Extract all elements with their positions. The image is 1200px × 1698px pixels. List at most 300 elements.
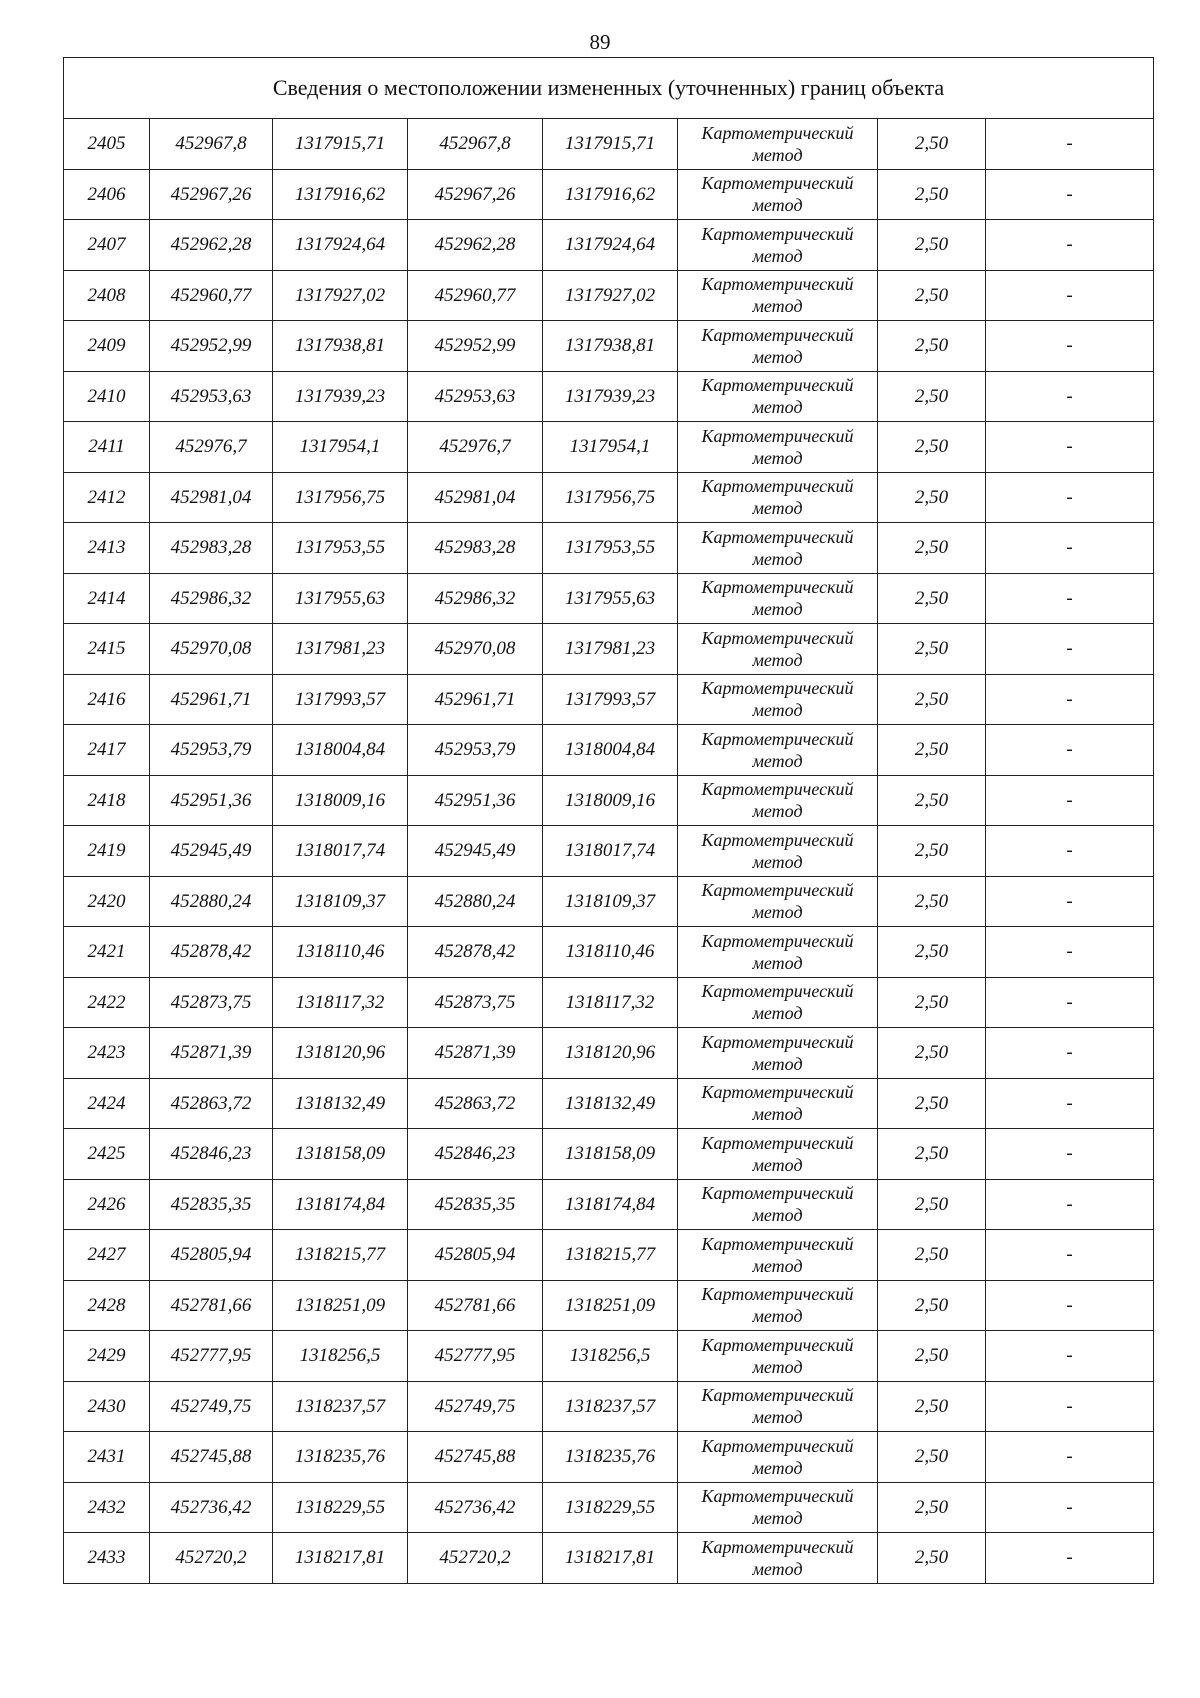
existing-y-cell: 1318132,49 [273, 1078, 408, 1129]
note-cell: - [986, 1230, 1154, 1281]
table-row [64, 1129, 1154, 1180]
note-cell: - [986, 169, 1154, 220]
method-line-2: метод [752, 1053, 803, 1074]
table-row [64, 725, 1154, 776]
refined-y-cell: 1317939,23 [543, 371, 678, 422]
existing-y-cell: 1318158,09 [273, 1129, 408, 1180]
existing-y-cell: 1317953,55 [273, 523, 408, 574]
method-line-2: метод [752, 498, 803, 519]
note-cell: - [986, 775, 1154, 826]
table-row [64, 422, 1154, 473]
existing-y-cell: 1317955,63 [273, 573, 408, 624]
method-cell [678, 1028, 878, 1079]
refined-y-cell: 1317981,23 [543, 624, 678, 675]
table-row [64, 1381, 1154, 1432]
refined-x-cell: 452878,42 [408, 927, 543, 978]
method-cell [678, 1432, 878, 1483]
method-line-2: метод [752, 1255, 803, 1276]
refined-x-cell: 452863,72 [408, 1078, 543, 1129]
method-line-2: метод [752, 1407, 803, 1428]
accuracy-cell: 2,50 [878, 573, 986, 624]
existing-x-cell: 452777,95 [150, 1331, 273, 1382]
existing-y-cell: 1317916,62 [273, 169, 408, 220]
accuracy-cell: 2,50 [878, 1129, 986, 1180]
method-cell [678, 1230, 878, 1281]
point-number-cell: 2430 [64, 1381, 150, 1432]
note-cell: - [986, 422, 1154, 473]
existing-x-cell: 452720,2 [150, 1533, 273, 1584]
note-cell: - [986, 927, 1154, 978]
method-line-1: Картометрический [701, 1082, 854, 1103]
method-line-2: метод [752, 700, 803, 721]
refined-y-cell: 1318110,46 [543, 927, 678, 978]
method-cell [678, 523, 878, 574]
refined-y-cell: 1317955,63 [543, 573, 678, 624]
refined-y-cell: 1317927,02 [543, 270, 678, 321]
refined-x-cell: 452986,32 [408, 573, 543, 624]
point-number-cell: 2419 [64, 826, 150, 877]
refined-y-cell: 1317938,81 [543, 321, 678, 372]
existing-x-cell: 452880,24 [150, 876, 273, 927]
table-row [64, 169, 1154, 220]
accuracy-cell: 2,50 [878, 270, 986, 321]
note-cell: - [986, 119, 1154, 170]
accuracy-cell: 2,50 [878, 1280, 986, 1331]
note-cell: - [986, 977, 1154, 1028]
point-number-cell: 2422 [64, 977, 150, 1028]
accuracy-cell: 2,50 [878, 674, 986, 725]
refined-x-cell: 452967,26 [408, 169, 543, 220]
existing-y-cell: 1317956,75 [273, 472, 408, 523]
accuracy-cell: 2,50 [878, 169, 986, 220]
note-cell: - [986, 321, 1154, 372]
method-line-2: метод [752, 144, 803, 165]
accuracy-cell: 2,50 [878, 523, 986, 574]
table-row [64, 371, 1154, 422]
existing-x-cell: 452745,88 [150, 1432, 273, 1483]
accuracy-cell: 2,50 [878, 977, 986, 1028]
method-cell [678, 321, 878, 372]
method-line-1: Картометрический [701, 1031, 854, 1052]
accuracy-cell: 2,50 [878, 371, 986, 422]
method-cell [678, 674, 878, 725]
accuracy-cell: 2,50 [878, 1078, 986, 1129]
page-number: 89 [589, 30, 611, 54]
table-row [64, 826, 1154, 877]
method-cell [678, 1533, 878, 1584]
method-line-2: метод [752, 902, 803, 923]
point-number-cell: 2406 [64, 169, 150, 220]
method-line-2: метод [752, 296, 803, 317]
method-line-2: метод [752, 548, 803, 569]
note-cell: - [986, 1533, 1154, 1584]
accuracy-cell: 2,50 [878, 826, 986, 877]
method-cell [678, 1129, 878, 1180]
refined-x-cell: 452961,71 [408, 674, 543, 725]
refined-x-cell: 452981,04 [408, 472, 543, 523]
method-line-2: метод [752, 649, 803, 670]
existing-y-cell: 1318117,32 [273, 977, 408, 1028]
existing-x-cell: 452805,94 [150, 1230, 273, 1281]
point-number-cell: 2423 [64, 1028, 150, 1079]
method-line-1: Картометрический [701, 274, 854, 295]
existing-x-cell: 452873,75 [150, 977, 273, 1028]
method-line-1: Картометрический [701, 1334, 854, 1355]
table-row [64, 270, 1154, 321]
refined-y-cell: 1318217,81 [543, 1533, 678, 1584]
method-line-1: Картометрический [701, 981, 854, 1002]
note-cell: - [986, 523, 1154, 574]
method-line-2: метод [752, 195, 803, 216]
method-cell [678, 876, 878, 927]
refined-y-cell: 1318120,96 [543, 1028, 678, 1079]
accuracy-cell: 2,50 [878, 472, 986, 523]
method-cell [678, 1482, 878, 1533]
method-line-2: метод [752, 1356, 803, 1377]
method-line-1: Картометрический [701, 122, 854, 143]
accuracy-cell: 2,50 [878, 1179, 986, 1230]
table-row [64, 1432, 1154, 1483]
method-line-2: метод [752, 1558, 803, 1579]
accuracy-cell: 2,50 [878, 775, 986, 826]
existing-x-cell: 452835,35 [150, 1179, 273, 1230]
accuracy-cell: 2,50 [878, 1533, 986, 1584]
refined-x-cell: 452945,49 [408, 826, 543, 877]
refined-x-cell: 452967,8 [408, 119, 543, 170]
refined-y-cell: 1318235,76 [543, 1432, 678, 1483]
refined-x-cell: 452960,77 [408, 270, 543, 321]
refined-y-cell: 1318256,5 [543, 1331, 678, 1382]
point-number-cell: 2414 [64, 573, 150, 624]
point-number-cell: 2421 [64, 927, 150, 978]
method-line-2: метод [752, 346, 803, 367]
refined-x-cell: 452953,79 [408, 725, 543, 776]
table-row [64, 1331, 1154, 1382]
table-row [64, 573, 1154, 624]
point-number-cell: 2407 [64, 220, 150, 271]
method-line-2: метод [752, 1003, 803, 1024]
method-cell [678, 977, 878, 1028]
method-line-2: метод [752, 1104, 803, 1125]
point-number-cell: 2426 [64, 1179, 150, 1230]
table-row [64, 775, 1154, 826]
accuracy-cell: 2,50 [878, 1230, 986, 1281]
refined-y-cell: 1318017,74 [543, 826, 678, 877]
note-cell: - [986, 1331, 1154, 1382]
table-row [64, 321, 1154, 372]
method-line-1: Картометрический [701, 1536, 854, 1557]
refined-x-cell: 452953,63 [408, 371, 543, 422]
existing-x-cell: 452962,28 [150, 220, 273, 271]
existing-x-cell: 452736,42 [150, 1482, 273, 1533]
refined-y-cell: 1317915,71 [543, 119, 678, 170]
existing-x-cell: 452945,49 [150, 826, 273, 877]
note-cell: - [986, 220, 1154, 271]
method-cell [678, 1280, 878, 1331]
existing-x-cell: 452976,7 [150, 422, 273, 473]
table-row [64, 624, 1154, 675]
refined-x-cell: 452880,24 [408, 876, 543, 927]
refined-x-cell: 452781,66 [408, 1280, 543, 1331]
method-line-2: метод [752, 1154, 803, 1175]
method-line-2: метод [752, 1457, 803, 1478]
method-line-1: Картометрический [701, 829, 854, 850]
refined-y-cell: 1317954,1 [543, 422, 678, 473]
refined-x-cell: 452720,2 [408, 1533, 543, 1584]
method-line-1: Картометрический [701, 627, 854, 648]
existing-y-cell: 1318237,57 [273, 1381, 408, 1432]
existing-y-cell: 1318120,96 [273, 1028, 408, 1079]
point-number-cell: 2424 [64, 1078, 150, 1129]
method-line-2: метод [752, 750, 803, 771]
method-cell [678, 927, 878, 978]
method-line-2: метод [752, 801, 803, 822]
method-line-1: Картометрический [701, 577, 854, 598]
method-cell [678, 775, 878, 826]
refined-x-cell: 452962,28 [408, 220, 543, 271]
method-cell [678, 270, 878, 321]
existing-x-cell: 452878,42 [150, 927, 273, 978]
existing-x-cell: 452961,71 [150, 674, 273, 725]
note-cell: - [986, 1280, 1154, 1331]
table-row [64, 1482, 1154, 1533]
refined-y-cell: 1317956,75 [543, 472, 678, 523]
existing-x-cell: 452960,77 [150, 270, 273, 321]
note-cell: - [986, 472, 1154, 523]
method-line-1: Картометрический [701, 526, 854, 547]
accuracy-cell: 2,50 [878, 624, 986, 675]
refined-x-cell: 452835,35 [408, 1179, 543, 1230]
method-line-2: метод [752, 397, 803, 418]
method-line-1: Картометрический [701, 1233, 854, 1254]
point-number-cell: 2417 [64, 725, 150, 776]
existing-y-cell: 1318174,84 [273, 1179, 408, 1230]
existing-y-cell: 1318009,16 [273, 775, 408, 826]
refined-y-cell: 1318158,09 [543, 1129, 678, 1180]
accuracy-cell: 2,50 [878, 876, 986, 927]
table-row [64, 1230, 1154, 1281]
point-number-cell: 2415 [64, 624, 150, 675]
method-cell [678, 472, 878, 523]
method-cell [678, 1078, 878, 1129]
point-number-cell: 2425 [64, 1129, 150, 1180]
refined-x-cell: 452970,08 [408, 624, 543, 675]
existing-y-cell: 1317915,71 [273, 119, 408, 170]
existing-x-cell: 452970,08 [150, 624, 273, 675]
existing-y-cell: 1318256,5 [273, 1331, 408, 1382]
accuracy-cell: 2,50 [878, 1482, 986, 1533]
refined-x-cell: 452983,28 [408, 523, 543, 574]
note-cell: - [986, 371, 1154, 422]
table-row [64, 523, 1154, 574]
note-cell: - [986, 674, 1154, 725]
refined-y-cell: 1318251,09 [543, 1280, 678, 1331]
note-cell: - [986, 1129, 1154, 1180]
existing-x-cell: 452951,36 [150, 775, 273, 826]
refined-y-cell: 1318229,55 [543, 1482, 678, 1533]
table-row [64, 927, 1154, 978]
refined-x-cell: 452951,36 [408, 775, 543, 826]
point-number-cell: 2428 [64, 1280, 150, 1331]
refined-x-cell: 452846,23 [408, 1129, 543, 1180]
point-number-cell: 2412 [64, 472, 150, 523]
refined-y-cell: 1318215,77 [543, 1230, 678, 1281]
accuracy-cell: 2,50 [878, 321, 986, 372]
method-line-1: Картометрический [701, 728, 854, 749]
existing-y-cell: 1318110,46 [273, 927, 408, 978]
note-cell: - [986, 624, 1154, 675]
method-line-2: метод [752, 599, 803, 620]
method-cell [678, 1331, 878, 1382]
refined-y-cell: 1318117,32 [543, 977, 678, 1028]
refined-y-cell: 1317924,64 [543, 220, 678, 271]
point-number-cell: 2429 [64, 1331, 150, 1382]
method-line-1: Картометрический [701, 324, 854, 345]
note-cell: - [986, 1432, 1154, 1483]
existing-x-cell: 452967,8 [150, 119, 273, 170]
method-cell [678, 169, 878, 220]
note-cell: - [986, 1482, 1154, 1533]
point-number-cell: 2431 [64, 1432, 150, 1483]
method-line-2: метод [752, 245, 803, 266]
method-line-1: Картометрический [701, 1385, 854, 1406]
existing-y-cell: 1317927,02 [273, 270, 408, 321]
method-line-2: метод [752, 1205, 803, 1226]
refined-y-cell: 1318009,16 [543, 775, 678, 826]
table-row [64, 876, 1154, 927]
method-line-1: Картометрический [701, 223, 854, 244]
existing-y-cell: 1317924,64 [273, 220, 408, 271]
method-line-1: Картометрический [701, 880, 854, 901]
refined-y-cell: 1317993,57 [543, 674, 678, 725]
accuracy-cell: 2,50 [878, 220, 986, 271]
method-line-2: метод [752, 1306, 803, 1327]
note-cell: - [986, 1179, 1154, 1230]
existing-x-cell: 452863,72 [150, 1078, 273, 1129]
note-cell: - [986, 1381, 1154, 1432]
method-cell [678, 371, 878, 422]
existing-x-cell: 452981,04 [150, 472, 273, 523]
note-cell: - [986, 876, 1154, 927]
table-row [64, 1078, 1154, 1129]
refined-y-cell: 1318109,37 [543, 876, 678, 927]
note-cell: - [986, 573, 1154, 624]
existing-x-cell: 452846,23 [150, 1129, 273, 1180]
method-line-1: Картометрический [701, 930, 854, 951]
accuracy-cell: 2,50 [878, 1432, 986, 1483]
method-line-1: Картометрический [701, 1284, 854, 1305]
note-cell: - [986, 725, 1154, 776]
refined-x-cell: 452736,42 [408, 1482, 543, 1533]
table-title-row [64, 58, 1154, 119]
method-line-1: Картометрический [701, 1486, 854, 1507]
method-line-2: метод [752, 447, 803, 468]
method-cell [678, 220, 878, 271]
accuracy-cell: 2,50 [878, 725, 986, 776]
existing-y-cell: 1318217,81 [273, 1533, 408, 1584]
existing-x-cell: 452967,26 [150, 169, 273, 220]
method-cell [678, 422, 878, 473]
accuracy-cell: 2,50 [878, 1331, 986, 1382]
point-number-cell: 2432 [64, 1482, 150, 1533]
point-number-cell: 2427 [64, 1230, 150, 1281]
point-number-cell: 2416 [64, 674, 150, 725]
method-cell [678, 573, 878, 624]
existing-y-cell: 1318229,55 [273, 1482, 408, 1533]
existing-y-cell: 1317938,81 [273, 321, 408, 372]
existing-y-cell: 1317939,23 [273, 371, 408, 422]
method-cell [678, 1381, 878, 1432]
accuracy-cell: 2,50 [878, 422, 986, 473]
existing-x-cell: 452749,75 [150, 1381, 273, 1432]
existing-y-cell: 1318215,77 [273, 1230, 408, 1281]
refined-x-cell: 452777,95 [408, 1331, 543, 1382]
refined-y-cell: 1318174,84 [543, 1179, 678, 1230]
existing-y-cell: 1318017,74 [273, 826, 408, 877]
note-cell: - [986, 826, 1154, 877]
refined-x-cell: 452952,99 [408, 321, 543, 372]
table-row [64, 220, 1154, 271]
method-line-1: Картометрический [701, 779, 854, 800]
existing-x-cell: 452986,32 [150, 573, 273, 624]
point-number-cell: 2409 [64, 321, 150, 372]
point-number-cell: 2413 [64, 523, 150, 574]
method-line-1: Картометрический [701, 1435, 854, 1456]
existing-x-cell: 452953,63 [150, 371, 273, 422]
method-line-2: метод [752, 1508, 803, 1529]
refined-y-cell: 1318132,49 [543, 1078, 678, 1129]
refined-x-cell: 452805,94 [408, 1230, 543, 1281]
method-cell [678, 826, 878, 877]
table-row [64, 977, 1154, 1028]
refined-x-cell: 452873,75 [408, 977, 543, 1028]
existing-y-cell: 1318235,76 [273, 1432, 408, 1483]
point-number-cell: 2420 [64, 876, 150, 927]
refined-y-cell: 1318237,57 [543, 1381, 678, 1432]
accuracy-cell: 2,50 [878, 927, 986, 978]
point-number-cell: 2418 [64, 775, 150, 826]
point-number-cell: 2411 [64, 422, 150, 473]
point-number-cell: 2433 [64, 1533, 150, 1584]
refined-x-cell: 452749,75 [408, 1381, 543, 1432]
existing-x-cell: 452983,28 [150, 523, 273, 574]
table-row [64, 1028, 1154, 1079]
table-title: Сведения о местоположении измененных (уточненных) границ объекта [64, 58, 1154, 119]
method-line-1: Картометрический [701, 678, 854, 699]
existing-y-cell: 1318004,84 [273, 725, 408, 776]
refined-y-cell: 1318004,84 [543, 725, 678, 776]
table-row [64, 472, 1154, 523]
table-row [64, 1533, 1154, 1584]
method-line-1: Картометрический [701, 375, 854, 396]
method-line-1: Картометрический [701, 476, 854, 497]
existing-y-cell: 1318251,09 [273, 1280, 408, 1331]
point-number-cell: 2410 [64, 371, 150, 422]
refined-y-cell: 1317953,55 [543, 523, 678, 574]
point-number-cell: 2405 [64, 119, 150, 170]
refined-x-cell: 452976,7 [408, 422, 543, 473]
method-line-1: Картометрический [701, 173, 854, 194]
table-row [64, 119, 1154, 170]
method-cell [678, 119, 878, 170]
table-row [64, 1280, 1154, 1331]
refined-y-cell: 1317916,62 [543, 169, 678, 220]
table-row [64, 1179, 1154, 1230]
existing-x-cell: 452871,39 [150, 1028, 273, 1079]
refined-x-cell: 452745,88 [408, 1432, 543, 1483]
method-line-1: Картометрический [701, 1183, 854, 1204]
method-line-2: метод [752, 952, 803, 973]
